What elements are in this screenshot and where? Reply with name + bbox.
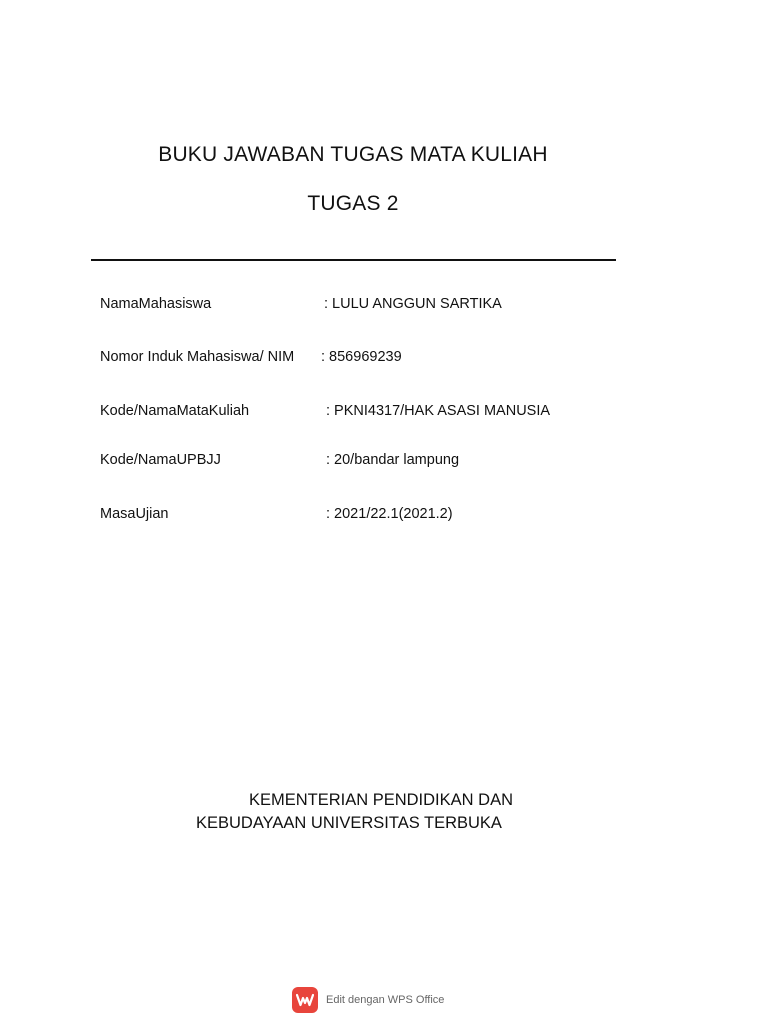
institution-line-1: KEMENTERIAN PENDIDIKAN DAN <box>248 791 513 809</box>
field-label: Kode/NamaUPBJJ <box>100 452 221 468</box>
institution-name <box>196 789 516 835</box>
wps-logo-icon <box>292 987 318 1013</box>
field-label: Kode/NamaMataKuliah <box>100 403 250 419</box>
document-subtitle: TUGAS 2 <box>307 192 399 215</box>
field-value: : LULU ANGGUN SARTIKA <box>324 296 502 312</box>
wps-edit-badge[interactable] <box>292 987 444 1013</box>
institution-line-2: KEBUDAYAAN UNIVERSITAS TERBUKA <box>196 814 502 832</box>
document-title: BUKU JAWABAN TUGAS MATA KULIAH <box>158 143 548 166</box>
field-label: MasaUjian <box>100 506 169 522</box>
field-value: : PKNI4317/HAK ASASI MANUSIA <box>326 403 551 419</box>
field-value: : 2021/22.1(2021.2) <box>326 506 453 522</box>
wps-edit-label: Edit dengan WPS Office <box>326 994 445 1006</box>
field-value: : 20/bandar lampung <box>326 452 460 468</box>
field-label: NamaMahasiswa <box>100 296 212 312</box>
field-value: : 856969239 <box>321 349 402 365</box>
title-divider <box>91 259 616 261</box>
field-label: Nomor Induk Mahasiswa/ NIM <box>100 349 295 365</box>
